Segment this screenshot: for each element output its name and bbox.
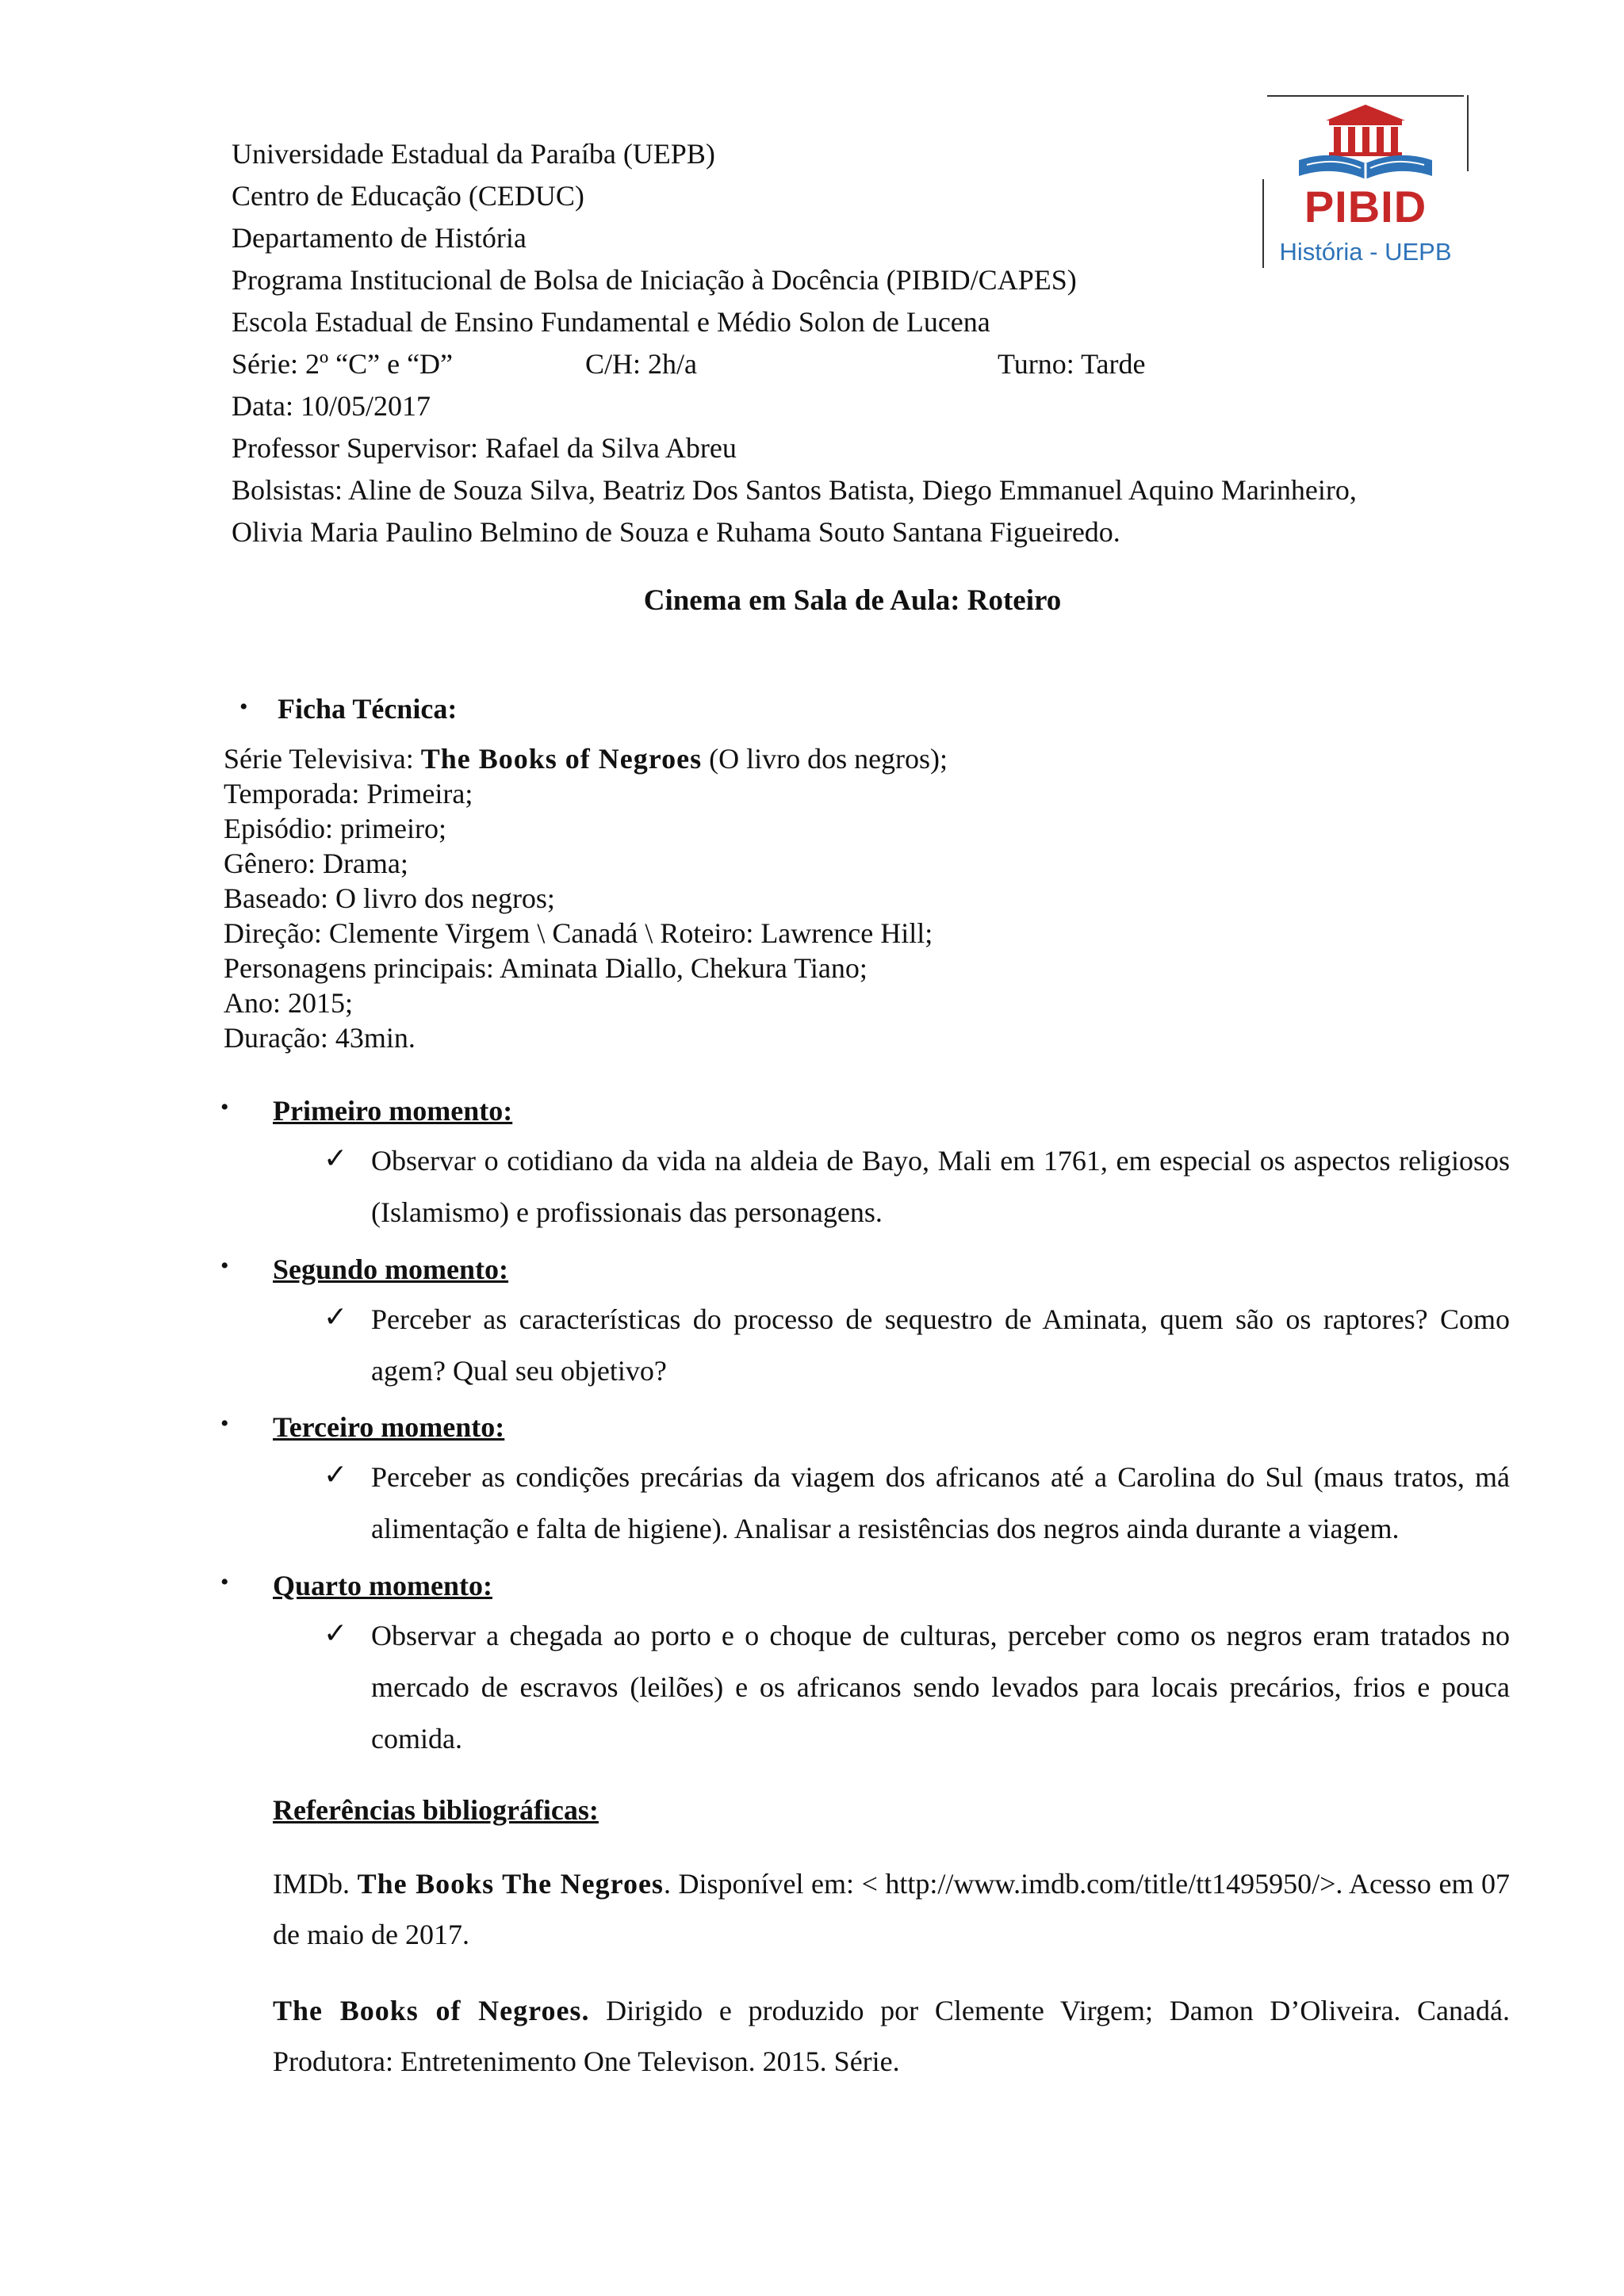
- logo-subtitle: História - UEPB: [1279, 238, 1452, 266]
- bullet-icon: •: [239, 694, 248, 720]
- bullet-icon: •: [220, 1569, 229, 1595]
- reference-imdb-title: The Books The Negroes: [357, 1868, 664, 1900]
- technical-sheet-episode: Episódio: primeiro;: [224, 813, 446, 844]
- references-heading: Referências bibliográficas:: [273, 1794, 599, 1826]
- bullet-icon: •: [220, 1253, 229, 1279]
- technical-sheet-direction: Direção: Clemente Virgem \ Canadá \ Roteiro: Lawrence Hill;: [224, 917, 933, 949]
- temple-book-icon: [1294, 100, 1437, 182]
- header-professor: Professor Supervisor: Rafael da Silva Abreu: [232, 432, 737, 464]
- logo-frame-top: [1267, 95, 1464, 97]
- reference-imdb-details: . Disponível em: < http://www.imdb.com/title/tt1495950/>. Acesso em 07 de maio de 2017.: [273, 1868, 1511, 1950]
- technical-sheet-year: Ano: 2015;: [224, 987, 354, 1019]
- reference-imdb: [273, 1858, 1510, 1960]
- moment-2-text: Perceber as características do processo de sequestro de Aminata, quem são os raptores? Como agem? Qual seu objetivo?: [371, 1303, 1510, 1387]
- header-scholars-line-1: Bolsistas: Aline de Souza Silva, Beatriz Dos Santos Batista, Diego Emmanuel Aquino Marinheiro,: [232, 474, 1357, 506]
- moment-1-text: Observar o cotidiano da vida na aldeia de Bayo, Mali em 1761, em especial os aspectos religiosos (Islamismo) e profissionais das personagens.: [371, 1145, 1510, 1228]
- bullet-icon: •: [220, 1094, 229, 1120]
- header-serie: Série: 2º “C” e “D”: [232, 348, 454, 380]
- reference-imdb-source: IMDb.: [273, 1868, 358, 1900]
- header-center: Centro de Educação (CEDUC): [232, 180, 584, 212]
- logo-title: PIBID: [1304, 182, 1427, 232]
- moment-3-heading: Terceiro momento:: [273, 1411, 505, 1443]
- checkmark-icon: ✓: [324, 1142, 348, 1174]
- header-program: Programa Institucional de Bolsa de Iniciação à Docência (PIBID/CAPES): [232, 264, 1077, 296]
- header-shift: Turno: Tarde: [998, 348, 1146, 380]
- header-department: Departamento de História: [232, 222, 527, 254]
- moment-2-heading: Segundo momento:: [273, 1253, 509, 1285]
- header-workload: C/H: 2h/a: [585, 348, 697, 380]
- series-translation: (O livro dos negros);: [702, 743, 948, 775]
- technical-sheet-season: Temporada: Primeira;: [224, 778, 473, 809]
- series-label: Série Televisiva:: [224, 743, 421, 775]
- bullet-icon: •: [220, 1410, 229, 1437]
- header-university: Universidade Estadual da Paraíba (UEPB): [232, 138, 715, 170]
- header-class-info: [232, 343, 1469, 385]
- technical-sheet-based-on: Baseado: O livro dos negros;: [224, 882, 555, 914]
- header-date: Data: 10/05/2017: [232, 390, 431, 422]
- moment-4-heading: Quarto momento:: [273, 1570, 492, 1601]
- reference-series-title: The Books of Negroes.: [273, 1995, 590, 2026]
- checkmark-icon: ✓: [324, 1301, 348, 1333]
- checkmark-icon: ✓: [324, 1459, 348, 1490]
- moment-1-heading: Primeiro momento:: [273, 1095, 513, 1127]
- header-school: Escola Estadual de Ensino Fundamental e Médio Solon de Lucena: [232, 306, 990, 338]
- reference-series: [273, 1985, 1510, 2087]
- moment-4-text: Observar a chegada ao porto e o choque de culturas, perceber como os negros eram tratados no mercado de escravos (leilões) e os africanos sendo levados para locais precários, frios e pouca comida.: [371, 1620, 1510, 1755]
- document-title: Cinema em Sala de Aula: Roteiro: [643, 584, 1062, 617]
- checkmark-icon: ✓: [324, 1617, 348, 1649]
- logo-frame-right: [1467, 95, 1469, 171]
- technical-sheet-duration: Duração: 43min.: [224, 1022, 416, 1054]
- technical-sheet-genre: Gênero: Drama;: [224, 848, 408, 879]
- reference-series-details: Dirigido e produzido por Clemente Virgem; Damon D’Oliveira. Canadá. Produtora: Entretenimento One Televison. 2015. Série.: [273, 1995, 1510, 2077]
- technical-sheet-heading-text: Ficha Técnica:: [278, 693, 458, 725]
- moment-3-text: Perceber as condições precárias da viagem dos africanos até a Carolina do Sul (maus tratos, má alimentação e falta de higiene). Analisar a resistências dos negros ainda durante a viagem.: [371, 1461, 1510, 1544]
- technical-sheet-characters: Personagens principais: Aminata Diallo, Chekura Tiano;: [224, 952, 868, 984]
- series-name: The Books of Negroes: [420, 743, 703, 775]
- technical-sheet-list: [224, 741, 948, 1055]
- header-scholars-line-2: Olivia Maria Paulino Belmino de Souza e Ruhama Souto Santana Figueiredo.: [232, 516, 1120, 548]
- technical-sheet-series: [224, 741, 948, 776]
- technical-sheet-heading: [239, 692, 458, 725]
- pibid-logo: [1262, 95, 1469, 268]
